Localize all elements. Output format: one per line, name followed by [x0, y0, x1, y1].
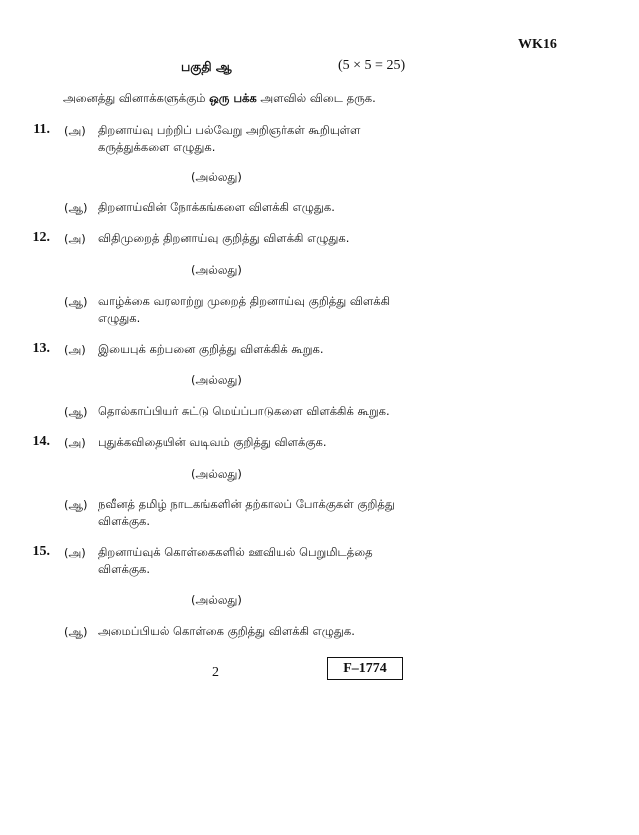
question-text-line: அமைப்பியல் கொள்கை குறித்து விளக்கி எழுதுக. — [98, 624, 355, 638]
question-number: 12. — [32, 230, 50, 245]
instruction-text-bold: ஒரு பக்க — [209, 91, 257, 105]
or-separator: (அல்லது) — [191, 593, 242, 607]
instruction-text-after: அளவில் விடை தருக. — [256, 91, 376, 105]
option-a-label: (அ) — [64, 124, 86, 138]
question-text-line: புதுக்கவிதையின் வடிவம் குறித்து விளக்குக. — [98, 435, 327, 449]
question-14-b — [98, 496, 403, 530]
question-12-b — [98, 293, 403, 327]
question-text-line: வாழ்க்கை வரலாற்று முறைத் திறனாய்வு குறித்து விளக்கி — [98, 294, 391, 308]
question-text-line: விளக்குக. — [98, 514, 150, 528]
question-number: 15. — [32, 544, 50, 559]
option-a-label: (அ) — [64, 232, 86, 246]
option-b-label: (ஆ) — [64, 405, 88, 419]
instruction — [63, 90, 376, 107]
or-separator: (அல்லது) — [191, 170, 242, 184]
question-13-a — [98, 341, 403, 358]
or-separator: (அல்லது) — [191, 373, 242, 387]
question-text-line: திறனாய்வின் நோக்கங்களை விளக்கி எழுதுக. — [98, 200, 335, 214]
marks-allocation: (5 × 5 = 25) — [338, 58, 406, 73]
option-b-label: (ஆ) — [64, 498, 88, 512]
question-11-b — [98, 199, 403, 216]
question-12-a — [98, 230, 403, 247]
question-13-b — [98, 403, 403, 420]
question-number: 13. — [32, 341, 50, 356]
question-text-line: விதிமுறைத் திறனாய்வு குறித்து விளக்கி எழுதுக. — [98, 231, 350, 245]
question-text-line: திறனாய்வு பற்றிப் பல்வேறு அறிஞர்கள் கூறியுள்ள — [98, 123, 361, 137]
question-15-a — [98, 544, 403, 578]
question-number: 11. — [33, 122, 50, 137]
question-14-a — [98, 434, 403, 451]
question-number: 14. — [32, 434, 50, 449]
question-text-line: எழுதுக. — [98, 311, 141, 325]
question-11-a — [98, 122, 403, 156]
option-a-label: (அ) — [64, 343, 86, 357]
option-b-label: (ஆ) — [64, 295, 88, 309]
section-title: பகுதி ஆ — [181, 59, 232, 74]
instruction-text-before: அனைத்து வினாக்களுக்கும் — [63, 91, 210, 105]
question-text-line: நவீனத் தமிழ் நாடகங்களின் தற்காலப் போக்குகள் குறித்து — [98, 497, 395, 511]
question-text-line: திறனாய்வுக் கொள்கைகளில் ஊவியல் பெறுமிடத்தை — [98, 545, 373, 559]
question-text-line: விளக்குக. — [98, 562, 150, 576]
or-separator: (அல்லது) — [191, 263, 242, 277]
option-a-label: (அ) — [64, 546, 86, 560]
question-text-line: கருத்துக்களை எழுதுக. — [98, 140, 216, 154]
or-separator: (அல்லது) — [191, 467, 242, 481]
question-text-line: தொல்காப்பியர் சுட்டு மெய்ப்பாடுகளை விளக்கிக் கூறுக. — [98, 404, 390, 418]
page-number: 2 — [212, 665, 219, 680]
option-b-label: (ஆ) — [64, 625, 88, 639]
paper-code-box: F–1774 — [327, 657, 403, 680]
option-a-label: (அ) — [64, 436, 86, 450]
option-b-label: (ஆ) — [64, 201, 88, 215]
question-15-b — [98, 623, 403, 640]
document-code: WK16 — [518, 37, 557, 52]
question-text-line: இயைபுக் கற்பனை குறித்து விளக்கிக் கூறுக. — [98, 342, 324, 356]
